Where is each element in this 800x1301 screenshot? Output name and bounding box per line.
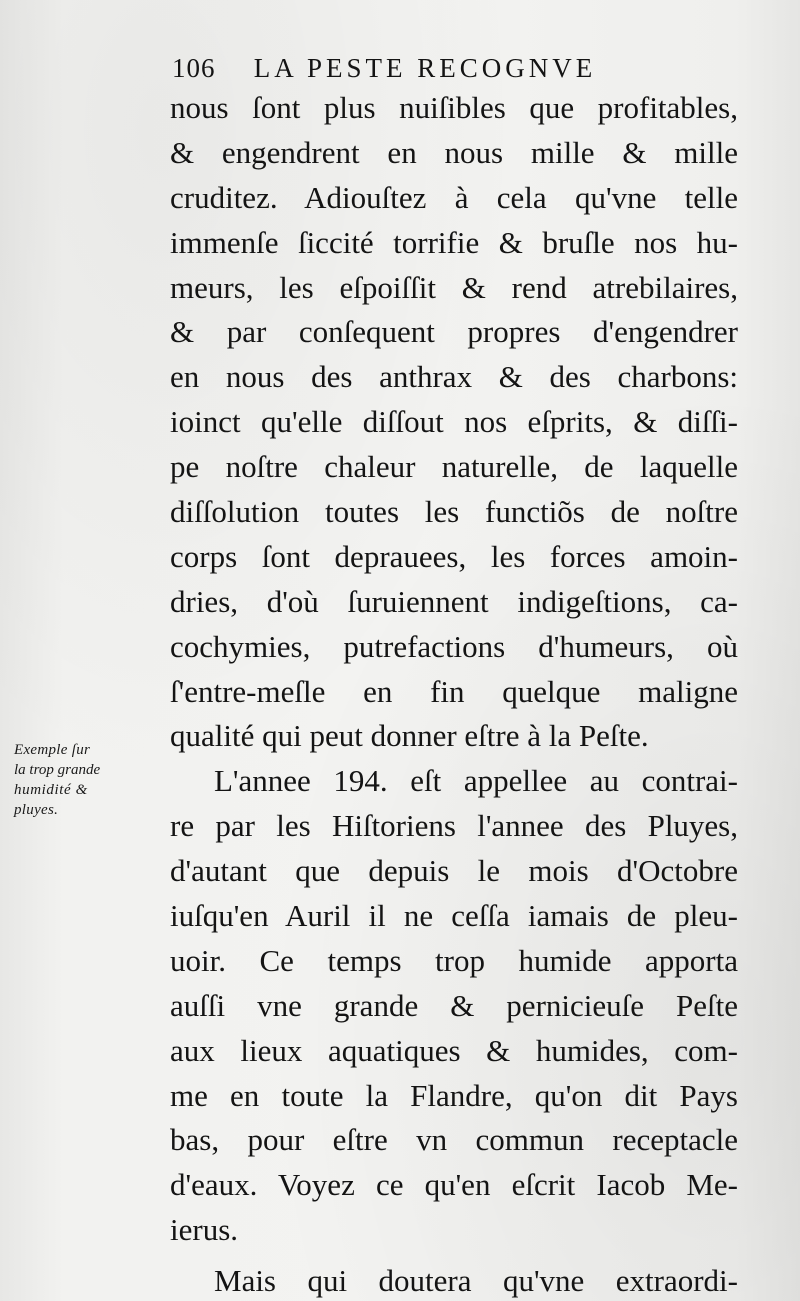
marginal-note xyxy=(14,740,164,820)
text-line-paragraph-start: Mais qui doutera qu'vne extraordi- xyxy=(214,1263,738,1299)
text-line: meurs, les eſpoiſſit & rend atrebilaires, xyxy=(170,269,738,305)
text-line: qualité qui peut donner eſtre à la Peſte. xyxy=(170,718,649,754)
text-line: ioinct qu'elle diſſout nos eſprits, & diſſi- xyxy=(170,404,738,440)
text-line: re par les Hiſtoriens l'annee des Pluyes, xyxy=(170,808,738,844)
text-line: ierus. xyxy=(170,1212,239,1248)
marginal-note-line: pluyes. xyxy=(14,802,59,818)
text-line: ſ'entre-meſle en fin quelque maligne xyxy=(170,673,738,709)
marginal-note-line: Exemple ſur xyxy=(14,742,91,758)
running-title: LA PESTE RECOGNVE xyxy=(253,53,597,83)
text-line: auſſi vne grande & pernicieuſe Peſte xyxy=(170,987,738,1023)
text-line: pe noſtre chaleur naturelle, de laquelle xyxy=(170,449,738,485)
text-line: me en toute la Flandre, qu'on dit Pays xyxy=(170,1077,738,1113)
text-line: dries, d'où ſuruiennent indigeſtions, ca- xyxy=(170,583,738,619)
text-line: immenſe ſiccité torrifie & bruſle nos hu- xyxy=(170,224,738,260)
text-line: cochymies, putrefactions d'humeurs, où xyxy=(170,628,738,664)
text-line: iuſqu'en Auril il ne ceſſa iamais de pleu- xyxy=(170,898,738,934)
text-line: aux lieux aquatiques & humides, com- xyxy=(170,1032,738,1068)
page-number: 106 xyxy=(172,53,216,83)
text-line: & engendrent en nous mille & mille xyxy=(170,134,738,170)
body-text xyxy=(170,86,738,1301)
text-line-paragraph-start: L'annee 194. eſt appellee au contrai- xyxy=(214,763,738,799)
text-line: d'eaux. Voyez ce qu'en eſcrit Iacob Me- xyxy=(170,1167,738,1203)
marginal-note-line: humidité & xyxy=(14,782,88,798)
text-line: nous ſont plus nuiſibles que profitables, xyxy=(170,90,738,125)
text-line: en nous des anthrax & des charbons: xyxy=(170,359,738,395)
text-line: cruditez. Adiouſtez à cela qu'vne telle xyxy=(170,179,738,215)
running-head xyxy=(172,48,712,88)
text-line: & par conſequent propres d'engendrer xyxy=(170,314,738,350)
text-line: d'autant que depuis le mois d'Octobre xyxy=(170,853,738,889)
text-line: bas, pour eſtre vn commun receptacle xyxy=(170,1122,738,1158)
text-line: diſſolution toutes les functiõs de noſtre xyxy=(170,494,738,530)
marginal-note-line: la trop grande xyxy=(14,762,101,778)
text-line: corps ſont deprauees, les forces amoin- xyxy=(170,538,738,574)
text-line: uoir. Ce temps trop humide apporta xyxy=(170,942,738,978)
